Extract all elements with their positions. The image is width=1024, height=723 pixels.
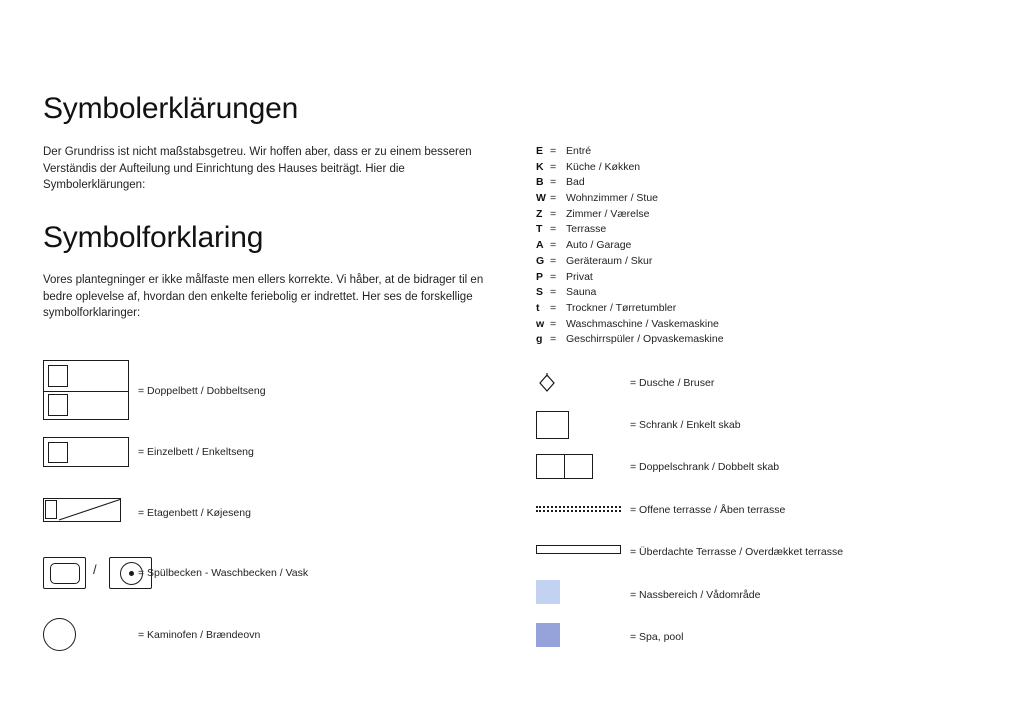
covered-terrace-icon <box>536 545 621 554</box>
double-wardrobe-icon <box>536 454 593 479</box>
abbreviation-key: S <box>536 286 544 299</box>
abbreviation-key: g <box>536 333 543 346</box>
abbreviation-value: Bad <box>566 176 585 189</box>
wardrobe-label: = Schrank / Enkelt skab <box>630 419 741 431</box>
shower-icon <box>536 372 558 394</box>
sink-separator: / <box>93 562 97 577</box>
abbreviation-value: Privat <box>566 270 593 283</box>
open-terrace-icon <box>536 506 621 512</box>
covered-terrace-label: = Überdachte Terrasse / Overdækket terrasse <box>630 546 844 558</box>
sink-basin-shape <box>50 563 80 584</box>
open-terrace-label: = Offene terrasse / Åben terrasse <box>630 504 786 516</box>
abbreviation-equals: = <box>550 145 557 157</box>
page-title-de: Symbolerklärungen <box>43 92 299 125</box>
spa-pool-label: = Spa, pool <box>630 631 684 643</box>
abbreviation-equals: = <box>550 176 557 189</box>
abbreviation-equals: = <box>550 207 557 220</box>
abbreviation-equals: = <box>550 317 557 330</box>
spa-pool-icon <box>536 623 560 647</box>
shower-label: = Dusche / Bruser <box>630 377 715 389</box>
sink-rect-shape <box>43 557 86 589</box>
pillow-shape <box>48 394 68 416</box>
abbreviation-key: W <box>536 192 546 205</box>
abbreviation-equals: = <box>550 192 557 205</box>
bunk-bed-label: = Etagenbett / Køjeseng <box>138 507 251 519</box>
abbreviation-equals: = <box>550 223 557 236</box>
abbreviation-row <box>536 239 866 255</box>
wardrobe-icon <box>536 411 569 439</box>
abbreviation-value: Trockner / Tørretumbler <box>566 301 677 314</box>
abbreviation-row <box>536 333 866 349</box>
abbreviation-row <box>536 208 866 224</box>
abbreviation-equals: = <box>550 286 557 299</box>
abbreviation-equals: = <box>550 254 557 267</box>
single-bed-icon <box>43 437 129 467</box>
abbreviation-row <box>536 223 866 239</box>
abbreviation-row <box>536 145 866 161</box>
abbreviation-value: Auto / Garage <box>566 239 632 252</box>
abbreviation-value: Küche / Køkken <box>566 160 641 173</box>
double-bed-label: = Doppelbett / Dobbeltseng <box>138 385 266 397</box>
pillow-shape <box>48 442 68 463</box>
abbreviation-row <box>536 318 866 334</box>
shower-diamond-shape <box>536 372 558 394</box>
wet-area-label: = Nassbereich / Vådområde <box>630 589 761 601</box>
abbreviation-key: t <box>536 301 540 314</box>
page-title-dk: Symbolforklaring <box>43 221 264 254</box>
abbreviation-value: Terrasse <box>566 223 607 236</box>
bunk-bed-icon <box>43 498 121 522</box>
intro-paragraph-dk: Vores plantegninger er ikke målfaste men ellers korrekte. Vi håber, at de bidrager til en bedre oplevelse af, hvordan den enkelte feriebolig er indrettet. Her ses de forskellige symbolforklaringer: <box>43 274 484 319</box>
abbreviation-key: T <box>536 223 543 236</box>
abbreviation-equals: = <box>550 333 557 346</box>
abbreviation-key: K <box>536 160 544 173</box>
abbreviation-list <box>536 145 866 349</box>
abbreviation-equals: = <box>550 301 557 314</box>
abbreviation-value: Geräteraum / Skur <box>566 254 653 267</box>
wardrobe-divider-line <box>564 455 565 478</box>
abbreviation-row <box>536 271 866 287</box>
washbasin-drain-shape <box>129 571 134 576</box>
pillow-shape <box>48 365 68 387</box>
bunk-diagonal-line <box>43 498 121 522</box>
wet-area-icon <box>536 580 560 604</box>
single-bed-label: = Einzelbett / Enkeltseng <box>138 446 254 458</box>
double-bed-icon <box>43 360 129 420</box>
abbreviation-key: Z <box>536 207 543 220</box>
abbreviation-equals: = <box>550 239 557 252</box>
fireplace-label: = Kaminofen / Brændeovn <box>138 629 261 641</box>
abbreviation-key: B <box>536 176 544 189</box>
abbreviation-row <box>536 176 866 192</box>
abbreviation-row <box>536 161 866 177</box>
fireplace-icon <box>43 618 76 651</box>
abbreviation-row <box>536 302 866 318</box>
abbreviation-value: Waschmaschine / Vaskemaskine <box>566 317 719 330</box>
abbreviation-row <box>536 286 866 302</box>
abbreviation-value: Zimmer / Værelse <box>566 207 650 220</box>
abbreviation-value: Wohnzimmer / Stue <box>566 192 659 205</box>
abbreviation-key: E <box>536 145 544 157</box>
abbreviation-key: A <box>536 239 544 252</box>
abbreviation-value: Sauna <box>566 286 597 299</box>
abbreviation-key: P <box>536 270 544 283</box>
bed-divider-line <box>44 391 128 392</box>
abbreviation-key: w <box>536 317 545 330</box>
abbreviation-equals: = <box>550 160 557 173</box>
abbreviation-value: Entré <box>566 145 592 157</box>
abbreviation-value: Geschirrspüler / Opvaskemaskine <box>566 333 724 346</box>
sink-label: = Spülbecken - Waschbecken / Vask <box>138 567 309 579</box>
abbreviation-equals: = <box>550 270 557 283</box>
intro-paragraph-de: Der Grundriss ist nicht maßstabsgetreu. Wir hoffen aber, dass er zu einem besseren Verständis der Aufteilung und Einrichtung des Hauses beiträgt. Hier die Symbolerklärungen: <box>43 146 472 191</box>
abbreviation-key: G <box>536 254 545 267</box>
abbreviation-row <box>536 192 866 208</box>
double-wardrobe-label: = Doppelschrank / Dobbelt skab <box>630 461 780 473</box>
abbreviation-row <box>536 255 866 271</box>
